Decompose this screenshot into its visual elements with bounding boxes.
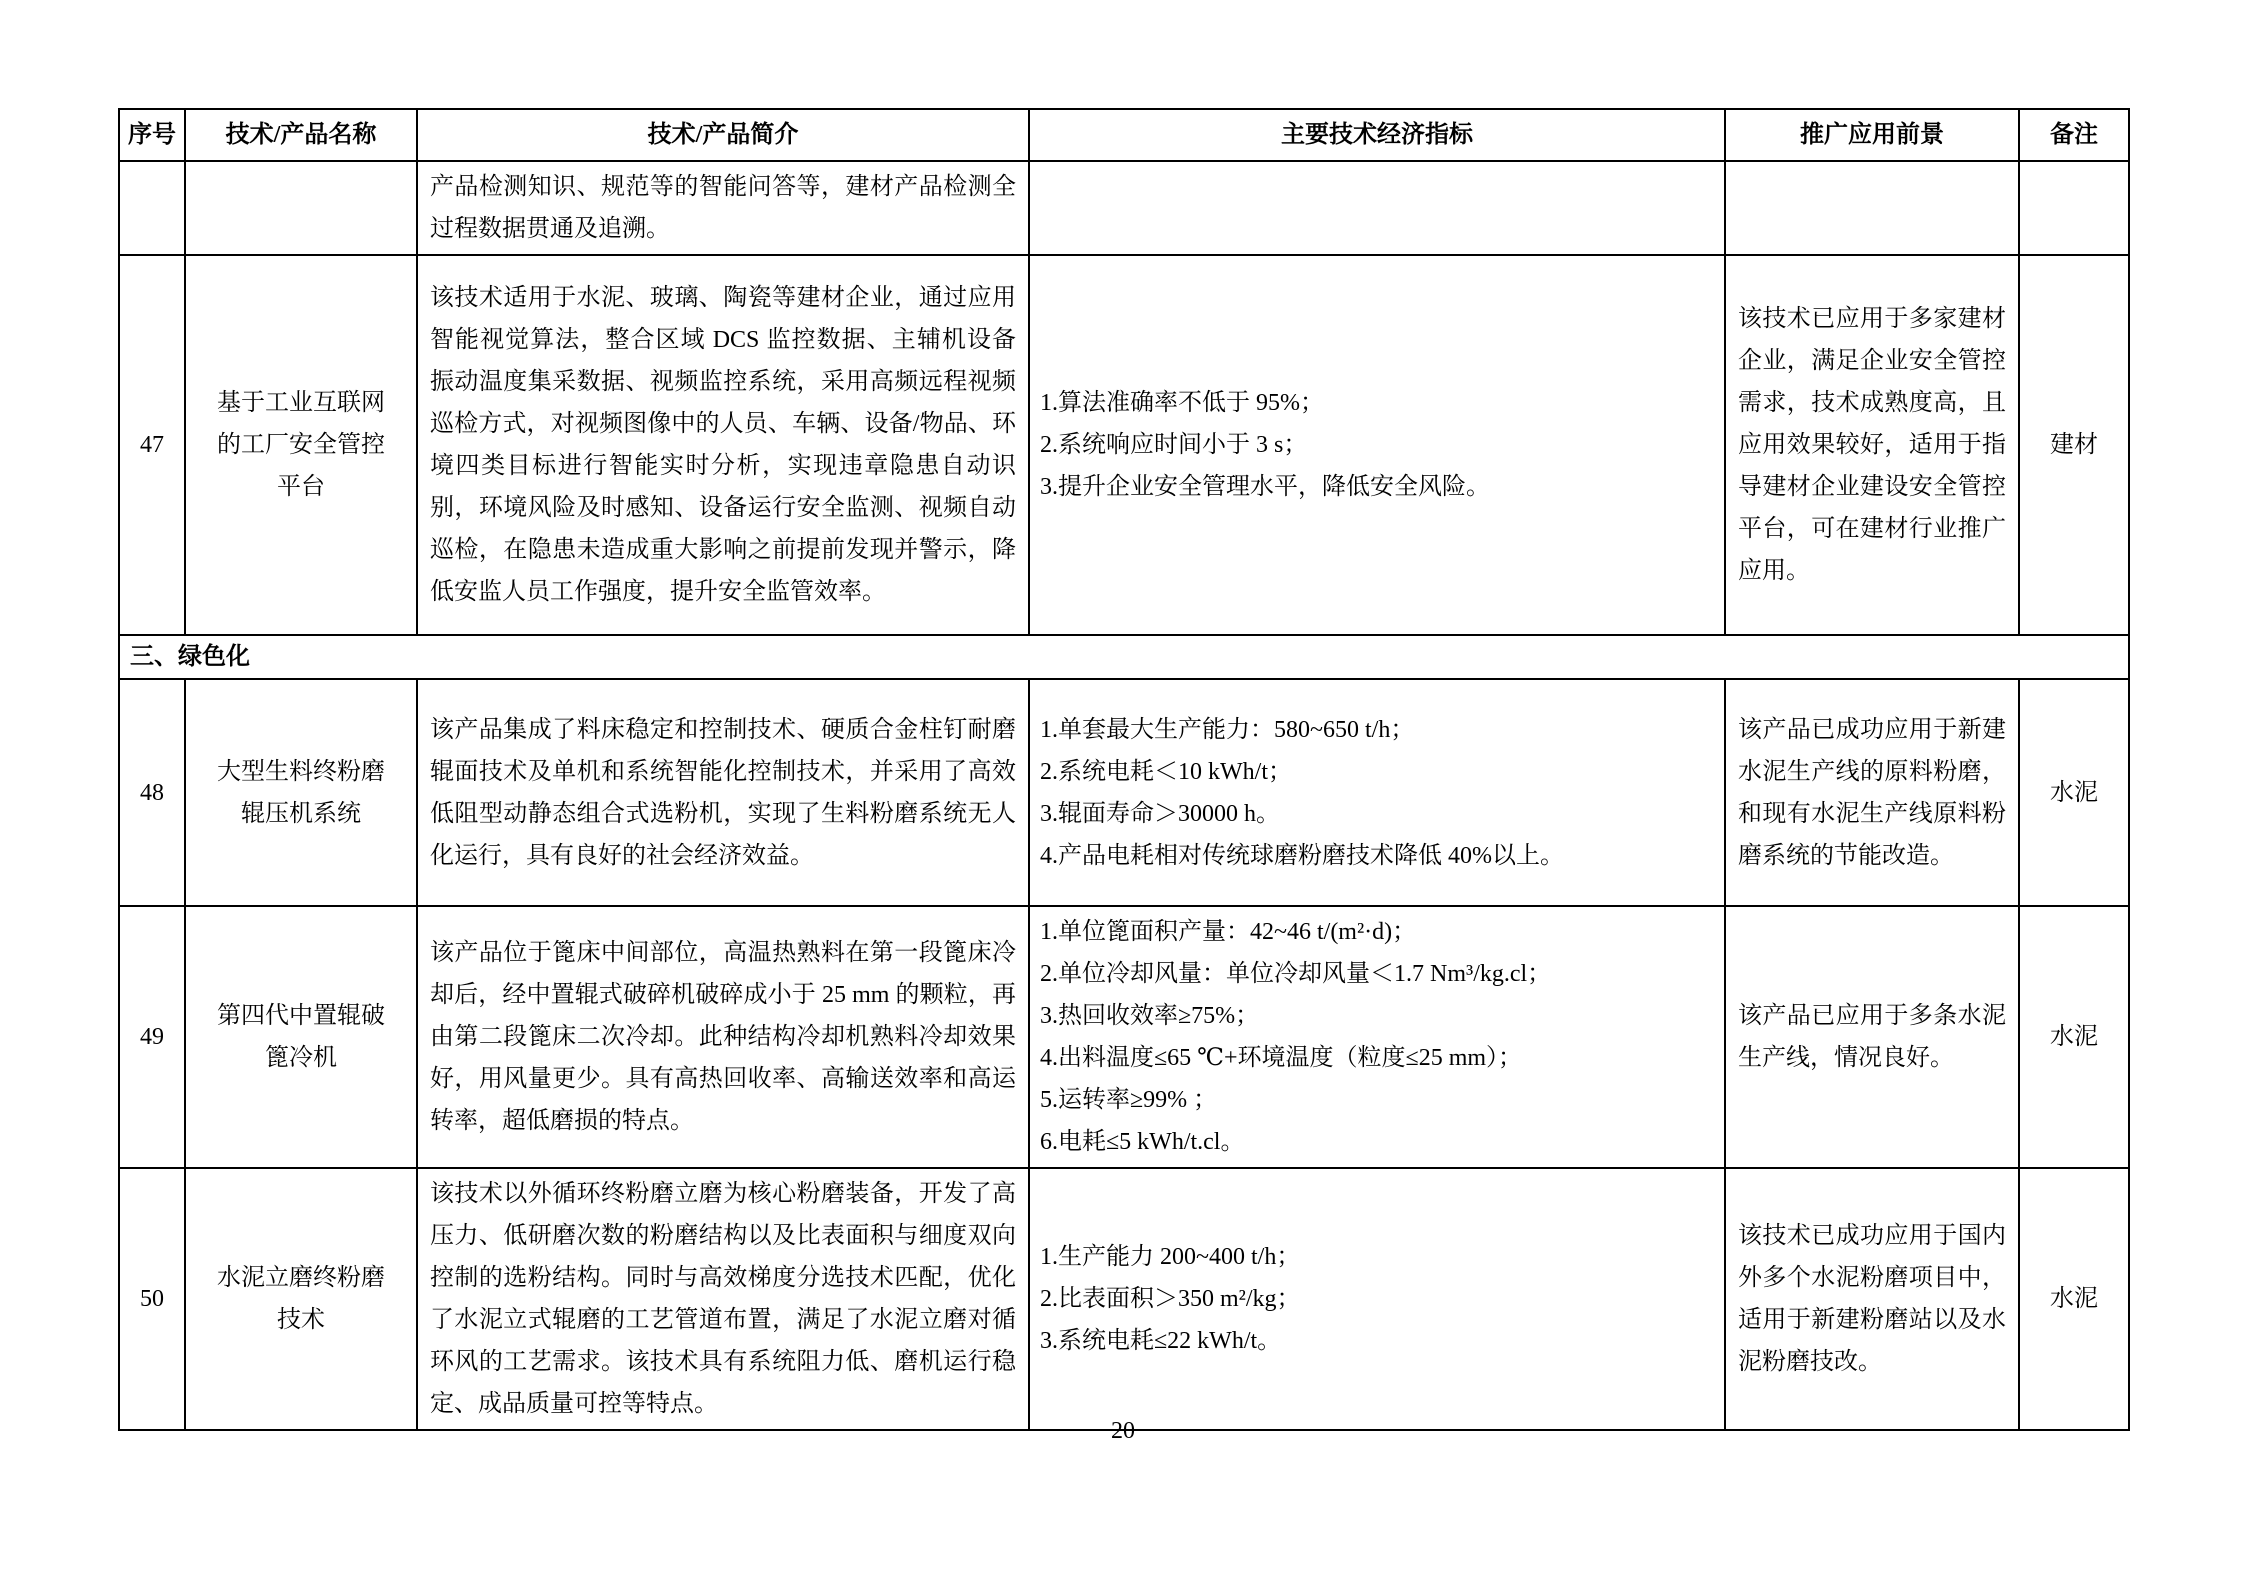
table-header-row [119,109,2129,161]
column-header-intro: 技术/产品简介 [417,109,1029,161]
product-intro: 该技术适用于水泥、玻璃、陶瓷等建材企业，通过应用智能视觉算法，整合区域 DCS 监控数据、主辅机设备振动温度集采数据、视频监控系统，采用高频远程视频巡检方式，对视频图像中的人员、车辆、设备/物品、环境四类目标进行智能实时分析，实现违章隐患自动识别，环境风险及时感知、设备运行安全监测、视频自动巡检，在隐患未造成重大影响之前提前发现并警示，降低安监人员工作强度，提升安全监管效率。 [417,255,1029,635]
product-intro: 该产品集成了料床稳定和控制技术、硬质合金柱钉耐磨辊面技术及单机和系统智能化控制技术，并采用了高效低阻型动静态组合式选粉机，实现了生料粉磨系统无人化运行，具有良好的社会经济效益。 [417,679,1029,906]
indicator-line: 3.提升企业安全管理水平，降低安全风险。 [1040,474,1490,500]
column-header-indicators: 主要技术经济指标 [1029,109,1725,161]
technical-indicators [1029,255,1725,635]
row-number: 50 [119,1168,185,1430]
table-row [119,161,2129,255]
remark: 建材 [2019,255,2129,635]
product-intro: 产品检测知识、规范等的智能问答等，建材产品检测全过程数据贯通及追溯。 [417,161,1029,255]
row-number: 49 [119,906,185,1168]
application-prospects: 该产品已应用于多条水泥生产线，情况良好。 [1725,906,2019,1168]
indicator-line: 1.单位篦面积产量：42~46 t/(m²·d)； [1040,919,1417,945]
page-number: 20 [1111,1418,1135,1444]
indicator-line: 2.系统电耗＜10 kWh/t； [1040,758,1292,785]
technical-indicators [1029,161,1725,255]
indicator-line: 6.电耗≤5 kWh/t.cl。 [1040,1129,1245,1155]
indicator-line: 4.产品电耗相对传统球磨粉磨技术降低 40%以上。 [1040,842,1564,869]
technical-indicators [1029,679,1725,906]
remark: 水泥 [2019,906,2129,1168]
indicator-line: 3.热回收效率≥75%； [1040,1003,1260,1029]
application-prospects: 该产品已成功应用于新建水泥生产线的原料粉磨，和现有水泥生产线原料粉磨系统的节能改造。 [1725,679,2019,906]
column-header-name: 技术/产品名称 [185,109,417,161]
technical-indicators [1029,1168,1725,1430]
row-number: 47 [119,255,185,635]
application-prospects: 该技术已成功应用于国内外多个水泥粉磨项目中，适用于新建粉磨站以及水泥粉磨技改。 [1725,1168,2019,1430]
indicator-line: 1.生产能力 200~400 t/h； [1040,1244,1301,1270]
column-header-prospects: 推广应用前景 [1725,109,2019,161]
application-prospects [1725,161,2019,255]
table-row [119,1168,2129,1430]
section-label: 三、绿色化 [119,635,2129,679]
indicator-line: 2.单位冷却风量：单位冷却风量＜1.7 Nm³/kg.cl； [1040,961,1552,987]
row-number [119,161,185,255]
indicator-line: 1.单套最大生产能力：580~650 t/h； [1040,716,1415,743]
table-body [119,161,2129,1430]
indicator-line: 3.辊面寿命＞30000 h。 [1040,800,1280,827]
remark [2019,161,2129,255]
row-number: 48 [119,679,185,906]
table-row [119,255,2129,635]
product-name: 第四代中置辊破篦冷机 [185,906,417,1168]
column-header-remark: 备注 [2019,109,2129,161]
tech-products-table [118,108,2130,1431]
product-name [185,161,417,255]
remark: 水泥 [2019,1168,2129,1430]
product-intro: 该技术以外循环终粉磨立磨为核心粉磨装备，开发了高压力、低研磨次数的粉磨结构以及比表面积与细度双向控制的选粉结构。同时与高效梯度分选技术匹配，优化了水泥立式辊磨的工艺管道布置，满足了水泥立磨对循环风的工艺需求。该技术具有系统阻力低、磨机运行稳定、成品质量可控等特点。 [417,1168,1029,1430]
remark: 水泥 [2019,679,2129,906]
indicator-line: 3.系统电耗≤22 kWh/t。 [1040,1328,1282,1354]
product-name: 大型生料终粉磨辊压机系统 [185,679,417,906]
section-row [119,635,2129,679]
table-row [119,906,2129,1168]
technical-indicators [1029,906,1725,1168]
indicator-line: 2.比表面积＞350 m²/kg； [1040,1286,1301,1312]
indicator-line: 1.算法准确率不低于 95%； [1040,390,1324,416]
indicator-line: 2.系统响应时间小于 3 s； [1040,432,1308,458]
product-intro: 该产品位于篦床中间部位，高温热熟料在第一段篦床冷却后，经中置辊式破碎机破碎成小于 25 mm 的颗粒，再由第二段篦床二次冷却。此种结构冷却机熟料冷却效果好，用风量更少。具有高热回收率、高输送效率和高运转率，超低磨损的特点。 [417,906,1029,1168]
product-name: 基于工业互联网的工厂安全管控平台 [185,255,417,635]
indicator-line: 4.出料温度≤65 ℃+环境温度（粒度≤25 mm）； [1040,1045,1523,1071]
column-header-no: 序号 [119,109,185,161]
application-prospects: 该技术已应用于多家建材企业，满足企业安全管控需求，技术成熟度高，且应用效果较好，适用于指导建材企业建设安全管控平台，可在建材行业推广应用。 [1725,255,2019,635]
indicator-line: 5.运转率≥99% ； [1040,1087,1218,1113]
table-row [119,679,2129,906]
product-name: 水泥立磨终粉磨技术 [185,1168,417,1430]
